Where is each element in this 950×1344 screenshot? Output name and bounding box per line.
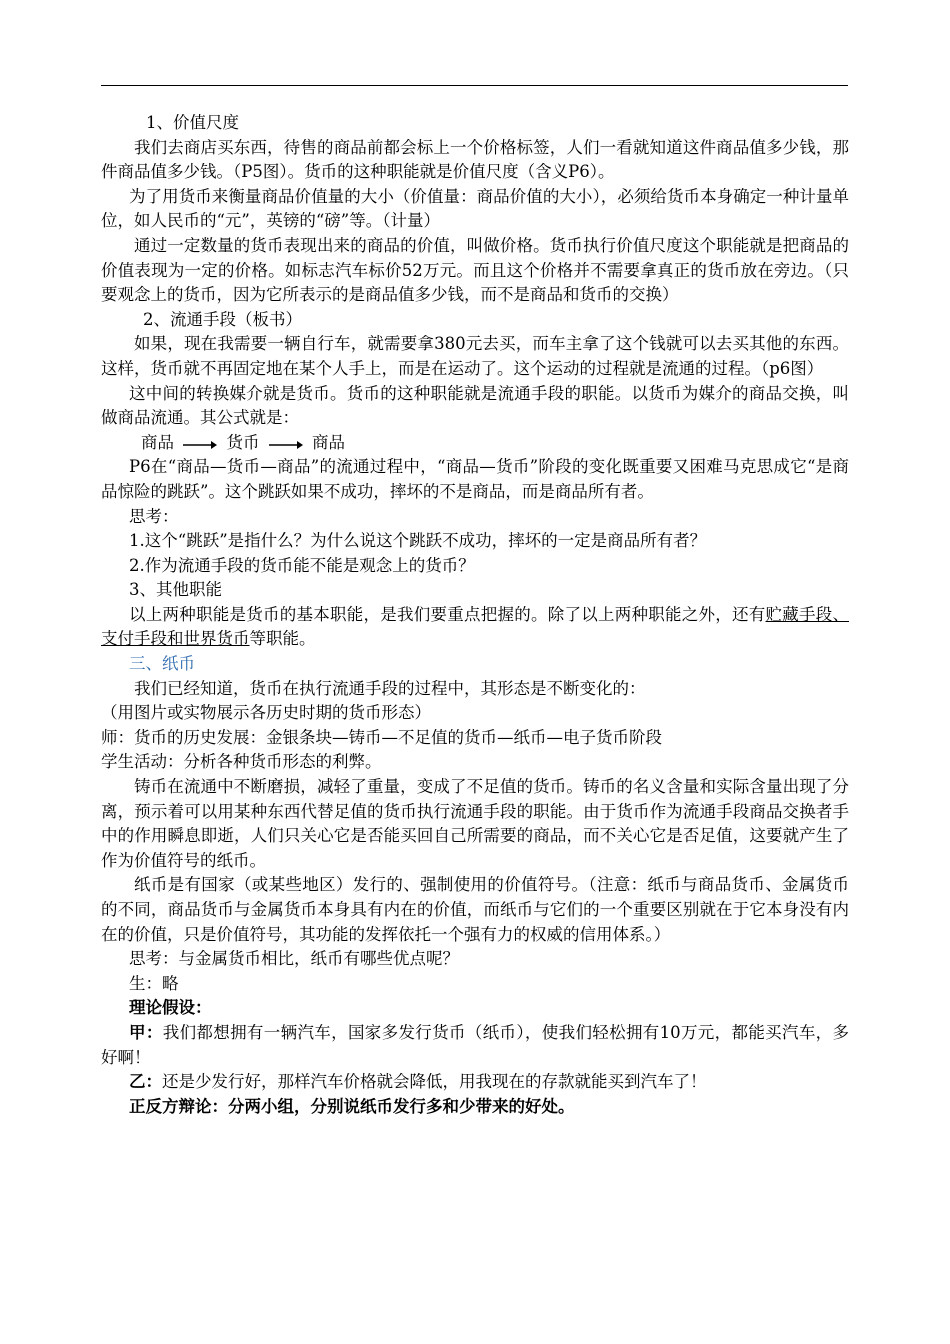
paragraph-bold: 理论假设：: [129, 998, 212, 1018]
question: 1.这个“跳跃”是指什么？为什么说这个跳跃不成功，摔坏的一定是商品所有者？: [129, 531, 707, 551]
paragraph-text: 我们都想拥有一辆汽车，国家多发行货币（纸币），使我们轻松拥有10万元，都能买汽车，多好啊！: [101, 1022, 850, 1067]
paragraph: 我们去商店买东西，待售的商品前都会标上一个价格标签，人们一看就知道这件商品值多少钱，那件商品值多少钱。（P5图）。货币的这种职能就是价值尺度（含义P6）。: [101, 137, 849, 182]
paragraph: [101, 1070, 849, 1095]
formula-commodity: 商品: [312, 432, 345, 452]
section-heading-other-functions: 3、其他职能: [129, 580, 223, 600]
header-rule: [101, 85, 848, 86]
underlined-text: 贮藏手段、支付手段和世界货币: [101, 604, 850, 649]
paragraph: 如果，现在我需要一辆自行车，就需要拿380元去买，而车主拿了这个钱就可以去买其他的东西。这样，货币就不再固定地在某个人手上，而是在运动了。这个运动的过程就是流通的过程。（p6图）: [101, 334, 849, 378]
paragraph: 我们已经知道，货币在执行流通手段的过程中，其形态是不断变化的：: [134, 678, 646, 698]
document-body: [101, 111, 849, 1119]
speaker-label: 乙：: [129, 1072, 163, 1092]
paragraph: 通过一定数量的货币表现出来的商品的价值，叫做价格。货币执行价值尺度这个职能就是把商品的价值表现为一定的价格。如标志汽车标价52万元。而且这个价格并不需要拿真正的货币放在旁边。（只要观念上的货币，因为它所表示的是商品值多少钱，而不是商品和货币的交换）: [101, 235, 849, 305]
paragraph: 学生活动：分析各种货币形态的利弊。: [101, 752, 382, 772]
question: 2.作为流通手段的货币能不能是观念上的货币？: [129, 555, 475, 575]
paragraph-text: 等职能。: [249, 629, 316, 649]
formula-commodity: 商品: [141, 432, 174, 452]
paragraph: [101, 603, 849, 652]
section-heading-paper-money: 三、纸币: [129, 654, 196, 674]
paragraph-text: 以上两种职能是货币的基本职能，是我们要重点把握的。除了以上两种职能之外，还有: [129, 604, 766, 624]
paragraph: （用图片或实物展示各历史时期的货币形态）: [101, 703, 431, 723]
paragraph-text: 还是少发行好，那样汽车价格就会降低，用我现在的存款就能买到汽车了！: [162, 1072, 707, 1092]
paragraph: 生：略: [129, 973, 179, 993]
paragraph: 纸币是有国家（或某些地区）发行的、强制使用的价值符号。（注意：纸币与商品货币、金属货币的不同，商品货币与金属货币本身具有内在的价值，而纸币与它们的一个重要区别就在于它本身没有内在的价值，只是价值符号，其功能的发挥依托一个强有力的权威的信用体系。）: [101, 875, 849, 944]
paragraph: 师：货币的历史发展：金银条块—铸币—不足值的货币—纸币—电子货币阶段: [101, 727, 662, 747]
paragraph: 为了用货币来衡量商品价值量的大小（价值量：商品价值的大小），必须给货币本身确定一种计量单位，如人民币的“元”，英镑的“磅”等。（计量）: [101, 186, 849, 231]
section-heading-circulation: 2、流通手段（板书）: [143, 309, 302, 329]
paragraph: [101, 1021, 849, 1070]
formula-money: 货币: [226, 432, 260, 452]
arrow-right-icon: [183, 437, 217, 449]
speaker-label: 甲：: [129, 1022, 163, 1042]
paragraph: 铸币在流通中不断磨损，减轻了重量，变成了不足值的货币。铸币的名义含量和实际含量出现了分离，预示着可以用某种东西代替足值的货币执行流通手段的职能。由于货币作为流通手段商品交换者手中的作用瞬息即逝，人们只关心它是否能买回自己所需要的商品，而不关心它是否足值，这要就产生了作为价值符号的纸币。: [101, 777, 849, 870]
section-heading-value-measure: 1、价值尺度: [146, 113, 239, 132]
paragraph: 思考：与金属货币相比，纸币有哪些优点呢？: [129, 949, 460, 969]
paragraph: 思考：: [129, 506, 179, 526]
paragraph: P6在“商品—货币—商品”的流通过程中，“商品—货币”阶段的变化既重要又困难马克思成它“是商品惊险的跳跃”。这个跳跃如果不成功，摔坏的不是商品，而是商品所有者。: [101, 457, 849, 501]
arrow-right-icon: [269, 437, 303, 449]
paragraph: 这中间的转换媒介就是货币。货币的这种职能就是流通手段的职能。以货币为媒介的商品交换，叫做商品流通。其公式就是：: [101, 383, 849, 428]
circulation-formula: [101, 431, 849, 456]
paragraph-bold: 正反方辩论：分两小组，分别说纸币发行多和少带来的好处。: [129, 1096, 575, 1116]
